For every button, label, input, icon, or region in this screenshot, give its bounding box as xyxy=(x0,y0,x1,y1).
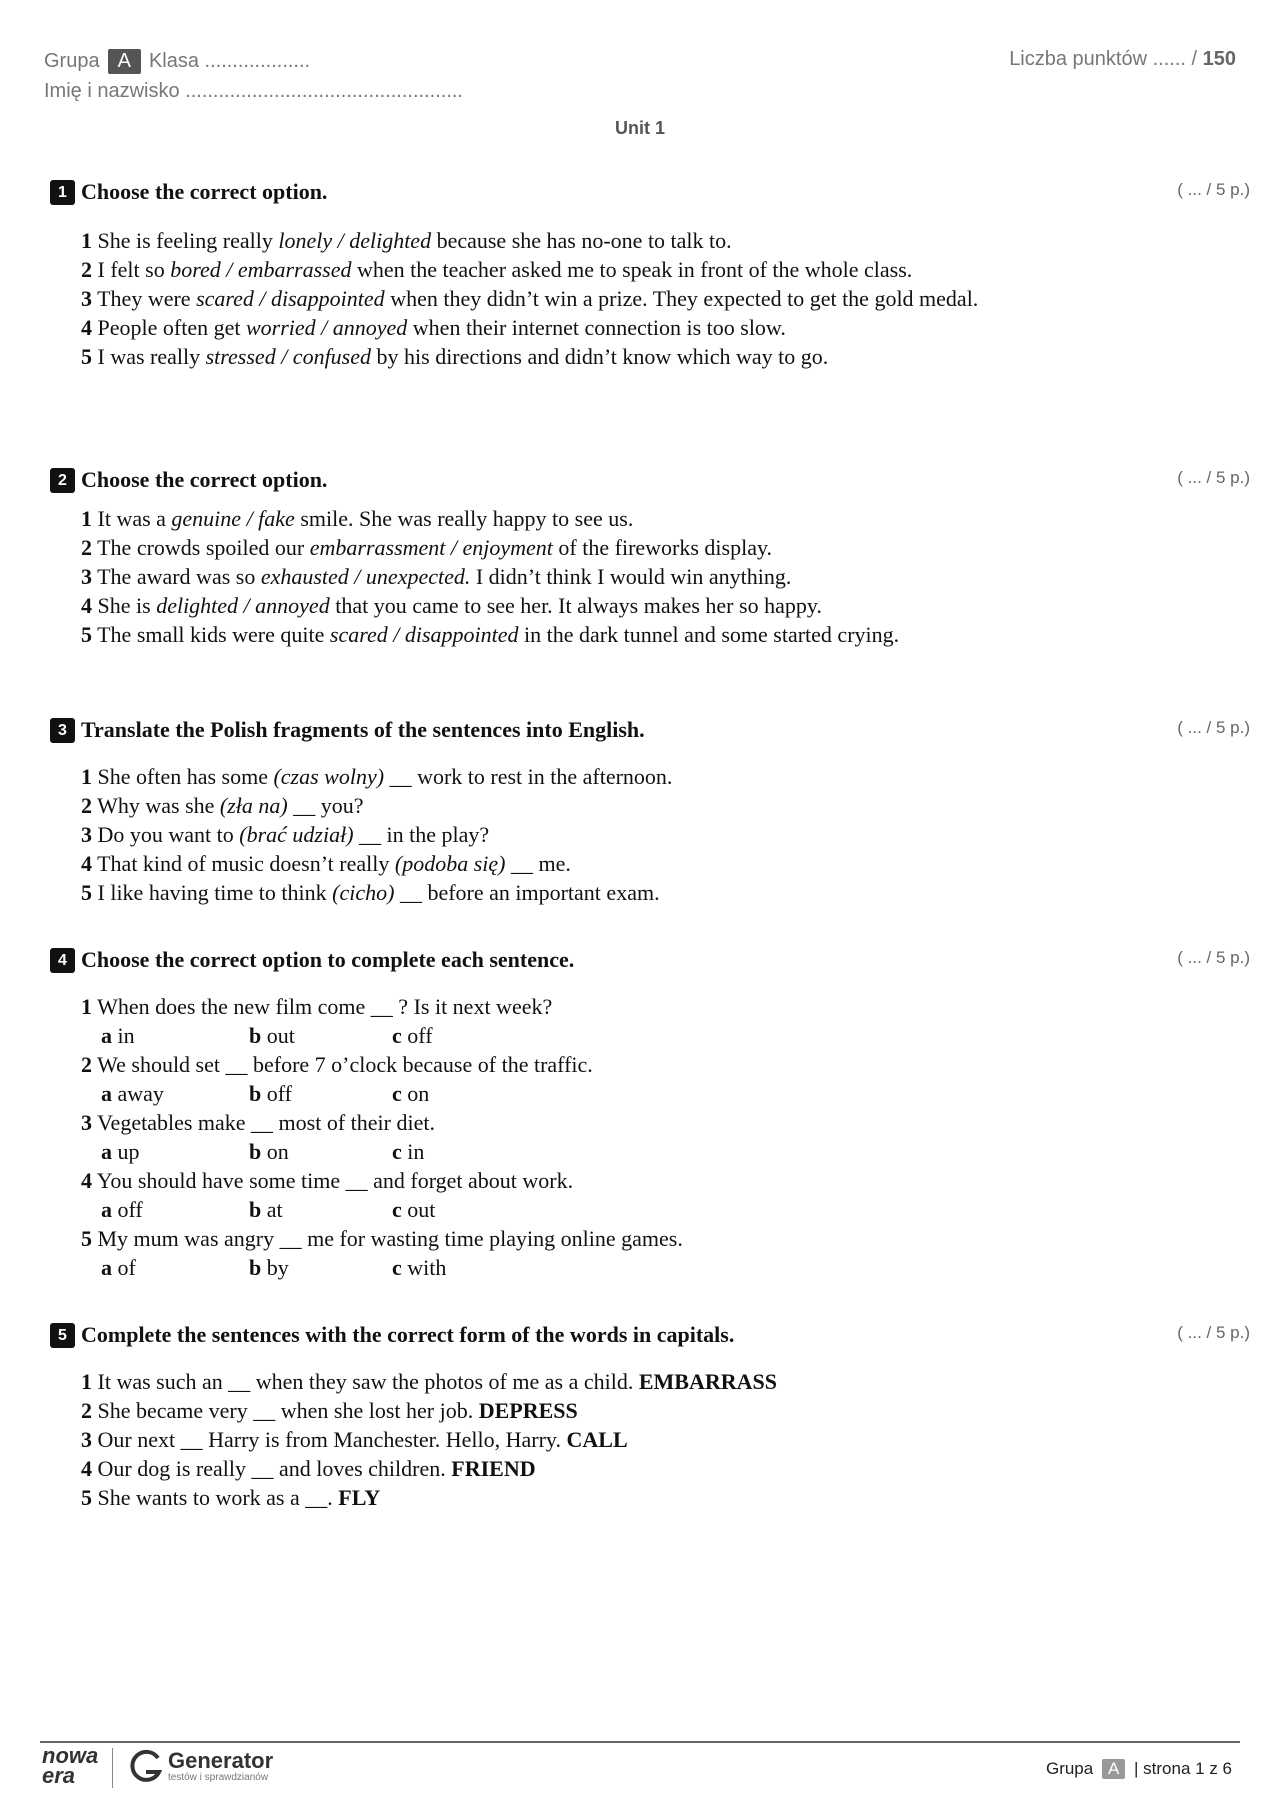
item-text: The small kids were quite xyxy=(97,622,330,647)
task-items xyxy=(81,762,981,907)
item-options: worried / annoyed xyxy=(245,315,408,340)
nowa-era-logo: nowa era xyxy=(42,1743,99,1788)
option-a: a off xyxy=(101,1197,143,1222)
item-number: 3 xyxy=(81,564,92,589)
list-item xyxy=(81,1396,981,1425)
item-number: 3 xyxy=(81,286,92,311)
list-item xyxy=(81,255,981,284)
item-text: in the dark tunnel and some started crying. xyxy=(518,622,900,647)
task-title: Choose the correct option to complete each sentence. xyxy=(81,947,575,972)
item-text: People often get xyxy=(97,315,246,340)
task-items xyxy=(81,992,981,1282)
item-number: 3 xyxy=(81,1110,92,1135)
item-text: __ me. xyxy=(505,851,571,876)
list-item xyxy=(81,226,981,255)
item-text: The crowds spoiled our xyxy=(97,535,310,560)
page-number: | strona 1 z 6 xyxy=(1134,1759,1232,1778)
task-score: ( ... / 5 p.) xyxy=(1177,1323,1250,1342)
item-options: lonely / delighted xyxy=(278,228,432,253)
task-heading xyxy=(50,944,1250,976)
capital-word: FRIEND xyxy=(451,1456,536,1481)
item-options: delighted / annoyed xyxy=(156,593,330,618)
item-options: bored / embarrassed xyxy=(170,257,352,282)
option-b: b by xyxy=(249,1255,289,1280)
item-number: 2 xyxy=(81,1052,92,1077)
item-text: __ you? xyxy=(287,793,364,818)
option-c: c off xyxy=(392,1023,433,1048)
item-text: Vegetables make __ most of their diet. xyxy=(97,1110,435,1135)
item-text: when they didn’t win a prize. They expected to get the gold medal. xyxy=(384,286,979,311)
item-text: because she has no-one to talk to. xyxy=(431,228,732,253)
task-title: Choose the correct option. xyxy=(81,179,328,204)
footer-group-label: Grupa xyxy=(1045,1759,1094,1778)
item-number: 5 xyxy=(81,622,92,647)
item-text: It was such an __ when they saw the photos of me as a child. xyxy=(97,1369,639,1394)
item-text: when the teacher asked me to speak in front of the whole class. xyxy=(351,257,913,282)
task-heading xyxy=(50,176,1250,208)
list-item xyxy=(81,284,981,313)
points-counter xyxy=(1009,48,1236,71)
list-item xyxy=(81,313,981,342)
item-number: 5 xyxy=(81,344,92,369)
item-text: Our next __ Harry is from Manchester. Hello, Harry. xyxy=(97,1427,567,1452)
list-item xyxy=(81,1050,981,1079)
option-c: c with xyxy=(392,1255,447,1280)
points-label: Liczba punktów ...... / xyxy=(1009,48,1198,70)
list-item xyxy=(81,849,981,878)
task-items xyxy=(81,504,981,649)
item-text: She wants to work as a __. xyxy=(97,1485,339,1510)
item-polish-fragment: (zła na) xyxy=(219,793,288,818)
answer-options xyxy=(101,1079,981,1108)
item-number: 1 xyxy=(81,994,92,1019)
item-polish-fragment: (cicho) xyxy=(332,880,395,905)
task-items xyxy=(81,226,981,371)
item-text: That kind of music doesn’t really xyxy=(97,851,395,876)
list-item xyxy=(81,762,981,791)
item-text: I was really xyxy=(97,344,206,369)
item-number: 3 xyxy=(81,1427,92,1452)
group-label: Grupa xyxy=(44,49,100,72)
list-item xyxy=(81,1108,981,1137)
task-number-badge: 4 xyxy=(50,948,75,973)
group-class-row xyxy=(44,46,463,76)
answer-options xyxy=(101,1195,981,1224)
item-polish-fragment: (brać udział) xyxy=(239,822,354,847)
item-text: My mum was angry __ me for wasting time playing online games. xyxy=(97,1226,683,1251)
option-c: c on xyxy=(392,1081,430,1106)
item-number: 2 xyxy=(81,535,92,560)
item-text: The award was so xyxy=(97,564,261,589)
item-text: that you came to see her. It always makes her so happy. xyxy=(329,593,822,618)
item-text: by his directions and didn’t know which way to go. xyxy=(371,344,829,369)
answer-options xyxy=(101,1021,981,1050)
item-options: genuine / fake xyxy=(171,506,295,531)
item-number: 4 xyxy=(81,315,92,340)
task-number-badge: 5 xyxy=(50,1323,75,1348)
task-heading xyxy=(50,464,1250,496)
item-text: I like having time to think xyxy=(97,880,333,905)
item-number: 2 xyxy=(81,257,92,282)
capital-word: CALL xyxy=(566,1427,628,1452)
item-number: 5 xyxy=(81,1226,92,1251)
item-text: She often has some xyxy=(97,764,274,789)
task-number-badge: 1 xyxy=(50,180,75,205)
option-b: b on xyxy=(249,1139,289,1164)
option-a: a of xyxy=(101,1255,136,1280)
list-item xyxy=(81,1367,981,1396)
item-options: scared / disappointed xyxy=(329,622,519,647)
item-text: Why was she xyxy=(97,793,220,818)
task-title: Complete the sentences with the correct form of the words in capitals. xyxy=(81,1322,735,1347)
option-a: a up xyxy=(101,1139,140,1164)
item-polish-fragment: (czas wolny) xyxy=(273,764,385,789)
capital-word: DEPRESS xyxy=(478,1398,578,1423)
list-item xyxy=(81,342,981,371)
option-a: a away xyxy=(101,1081,164,1106)
list-item xyxy=(81,1454,981,1483)
answer-options xyxy=(101,1137,981,1166)
header-info xyxy=(44,46,463,106)
item-number: 2 xyxy=(81,1398,92,1423)
item-text: When does the new film come __ ? Is it next week? xyxy=(97,994,553,1019)
item-text: Our dog is really __ and loves children. xyxy=(97,1456,452,1481)
task-items xyxy=(81,1367,981,1512)
option-b: b off xyxy=(249,1081,293,1106)
item-text: You should have some time __ and forget about work. xyxy=(96,1168,574,1193)
task-number-badge: 3 xyxy=(50,718,75,743)
task-4 xyxy=(50,944,1250,1282)
name-row xyxy=(44,76,463,106)
list-item xyxy=(81,992,981,1021)
item-text: __ in the play? xyxy=(353,822,490,847)
item-text: when their internet connection is too slow. xyxy=(407,315,786,340)
item-number: 4 xyxy=(81,1456,92,1481)
class-label: Klasa ................... xyxy=(148,49,311,72)
points-total: 150 xyxy=(1202,48,1236,70)
item-text: of the fireworks display. xyxy=(552,535,773,560)
footer-divider xyxy=(40,1741,1240,1743)
task-score: ( ... / 5 p.) xyxy=(1177,718,1250,737)
item-options: embarrassment / enjoyment xyxy=(309,535,553,560)
logo-separator xyxy=(112,1748,113,1788)
list-item xyxy=(81,820,981,849)
list-item xyxy=(81,1425,981,1454)
item-text: They were xyxy=(97,286,197,311)
answer-options xyxy=(101,1253,981,1282)
item-options: stressed / confused xyxy=(205,344,372,369)
list-item xyxy=(81,533,981,562)
task-3 xyxy=(50,714,1250,907)
item-number: 5 xyxy=(81,880,92,905)
item-text: smile. She was really happy to see us. xyxy=(294,506,634,531)
item-number: 5 xyxy=(81,1485,92,1510)
generator-g-icon xyxy=(128,1748,164,1784)
item-text: She became very __ when she lost her job. xyxy=(97,1398,479,1423)
list-item xyxy=(81,504,981,533)
list-item xyxy=(81,791,981,820)
unit-title: Unit 1 xyxy=(614,118,665,138)
item-number: 1 xyxy=(81,228,92,253)
option-a: a in xyxy=(101,1023,135,1048)
footer-group-badge: A xyxy=(1102,1759,1125,1779)
item-text: She is xyxy=(97,593,157,618)
item-number: 4 xyxy=(81,851,92,876)
group-badge: A xyxy=(108,49,141,74)
task-score: ( ... / 5 p.) xyxy=(1177,468,1250,487)
item-polish-fragment: (podoba się) xyxy=(394,851,506,876)
task-number-badge: 2 xyxy=(50,468,75,493)
generator-logo: Generator testów i sprawdzianów xyxy=(128,1748,273,1784)
item-text: I didn’t think I would win anything. xyxy=(470,564,792,589)
option-c: c out xyxy=(392,1197,436,1222)
item-number: 3 xyxy=(81,822,92,847)
item-text: She is feeling really xyxy=(97,228,279,253)
task-score: ( ... / 5 p.) xyxy=(1177,180,1250,199)
item-text: It was a xyxy=(97,506,172,531)
list-item xyxy=(81,1483,981,1512)
list-item xyxy=(81,1224,981,1253)
item-text: We should set __ before 7 o’clock because of the traffic. xyxy=(97,1052,593,1077)
list-item xyxy=(81,1166,981,1195)
item-number: 1 xyxy=(81,1369,92,1394)
item-options: exhausted / unexpected. xyxy=(260,564,471,589)
list-item xyxy=(81,878,981,907)
item-text: __ work to rest in the afternoon. xyxy=(384,764,673,789)
item-number: 1 xyxy=(81,506,92,531)
item-number: 1 xyxy=(81,764,92,789)
item-number: 4 xyxy=(81,1168,92,1193)
option-b: b out xyxy=(249,1023,295,1048)
list-item xyxy=(81,562,981,591)
list-item xyxy=(81,591,981,620)
item-number: 2 xyxy=(81,793,92,818)
list-item xyxy=(81,620,981,649)
item-number: 4 xyxy=(81,593,92,618)
item-text: __ before an important exam. xyxy=(394,880,660,905)
task-score: ( ... / 5 p.) xyxy=(1177,948,1250,967)
option-b: b at xyxy=(249,1197,283,1222)
task-heading xyxy=(50,1319,1250,1351)
capital-word: FLY xyxy=(338,1485,381,1510)
option-c: c in xyxy=(392,1139,425,1164)
task-1 xyxy=(50,176,1250,371)
task-heading xyxy=(50,714,1250,746)
footer-page-info xyxy=(1046,1759,1232,1779)
task-title: Translate the Polish fragments of the sentences into English. xyxy=(81,717,645,742)
name-label: Imię i nazwisko .................................................. xyxy=(44,79,463,102)
capital-word: EMBARRASS xyxy=(638,1369,777,1394)
item-text: Do you want to xyxy=(97,822,240,847)
item-text: I felt so xyxy=(97,257,171,282)
task-title: Choose the correct option. xyxy=(81,467,328,492)
task-5 xyxy=(50,1319,1250,1512)
task-2 xyxy=(50,464,1250,649)
item-options: scared / disappointed xyxy=(196,286,385,311)
